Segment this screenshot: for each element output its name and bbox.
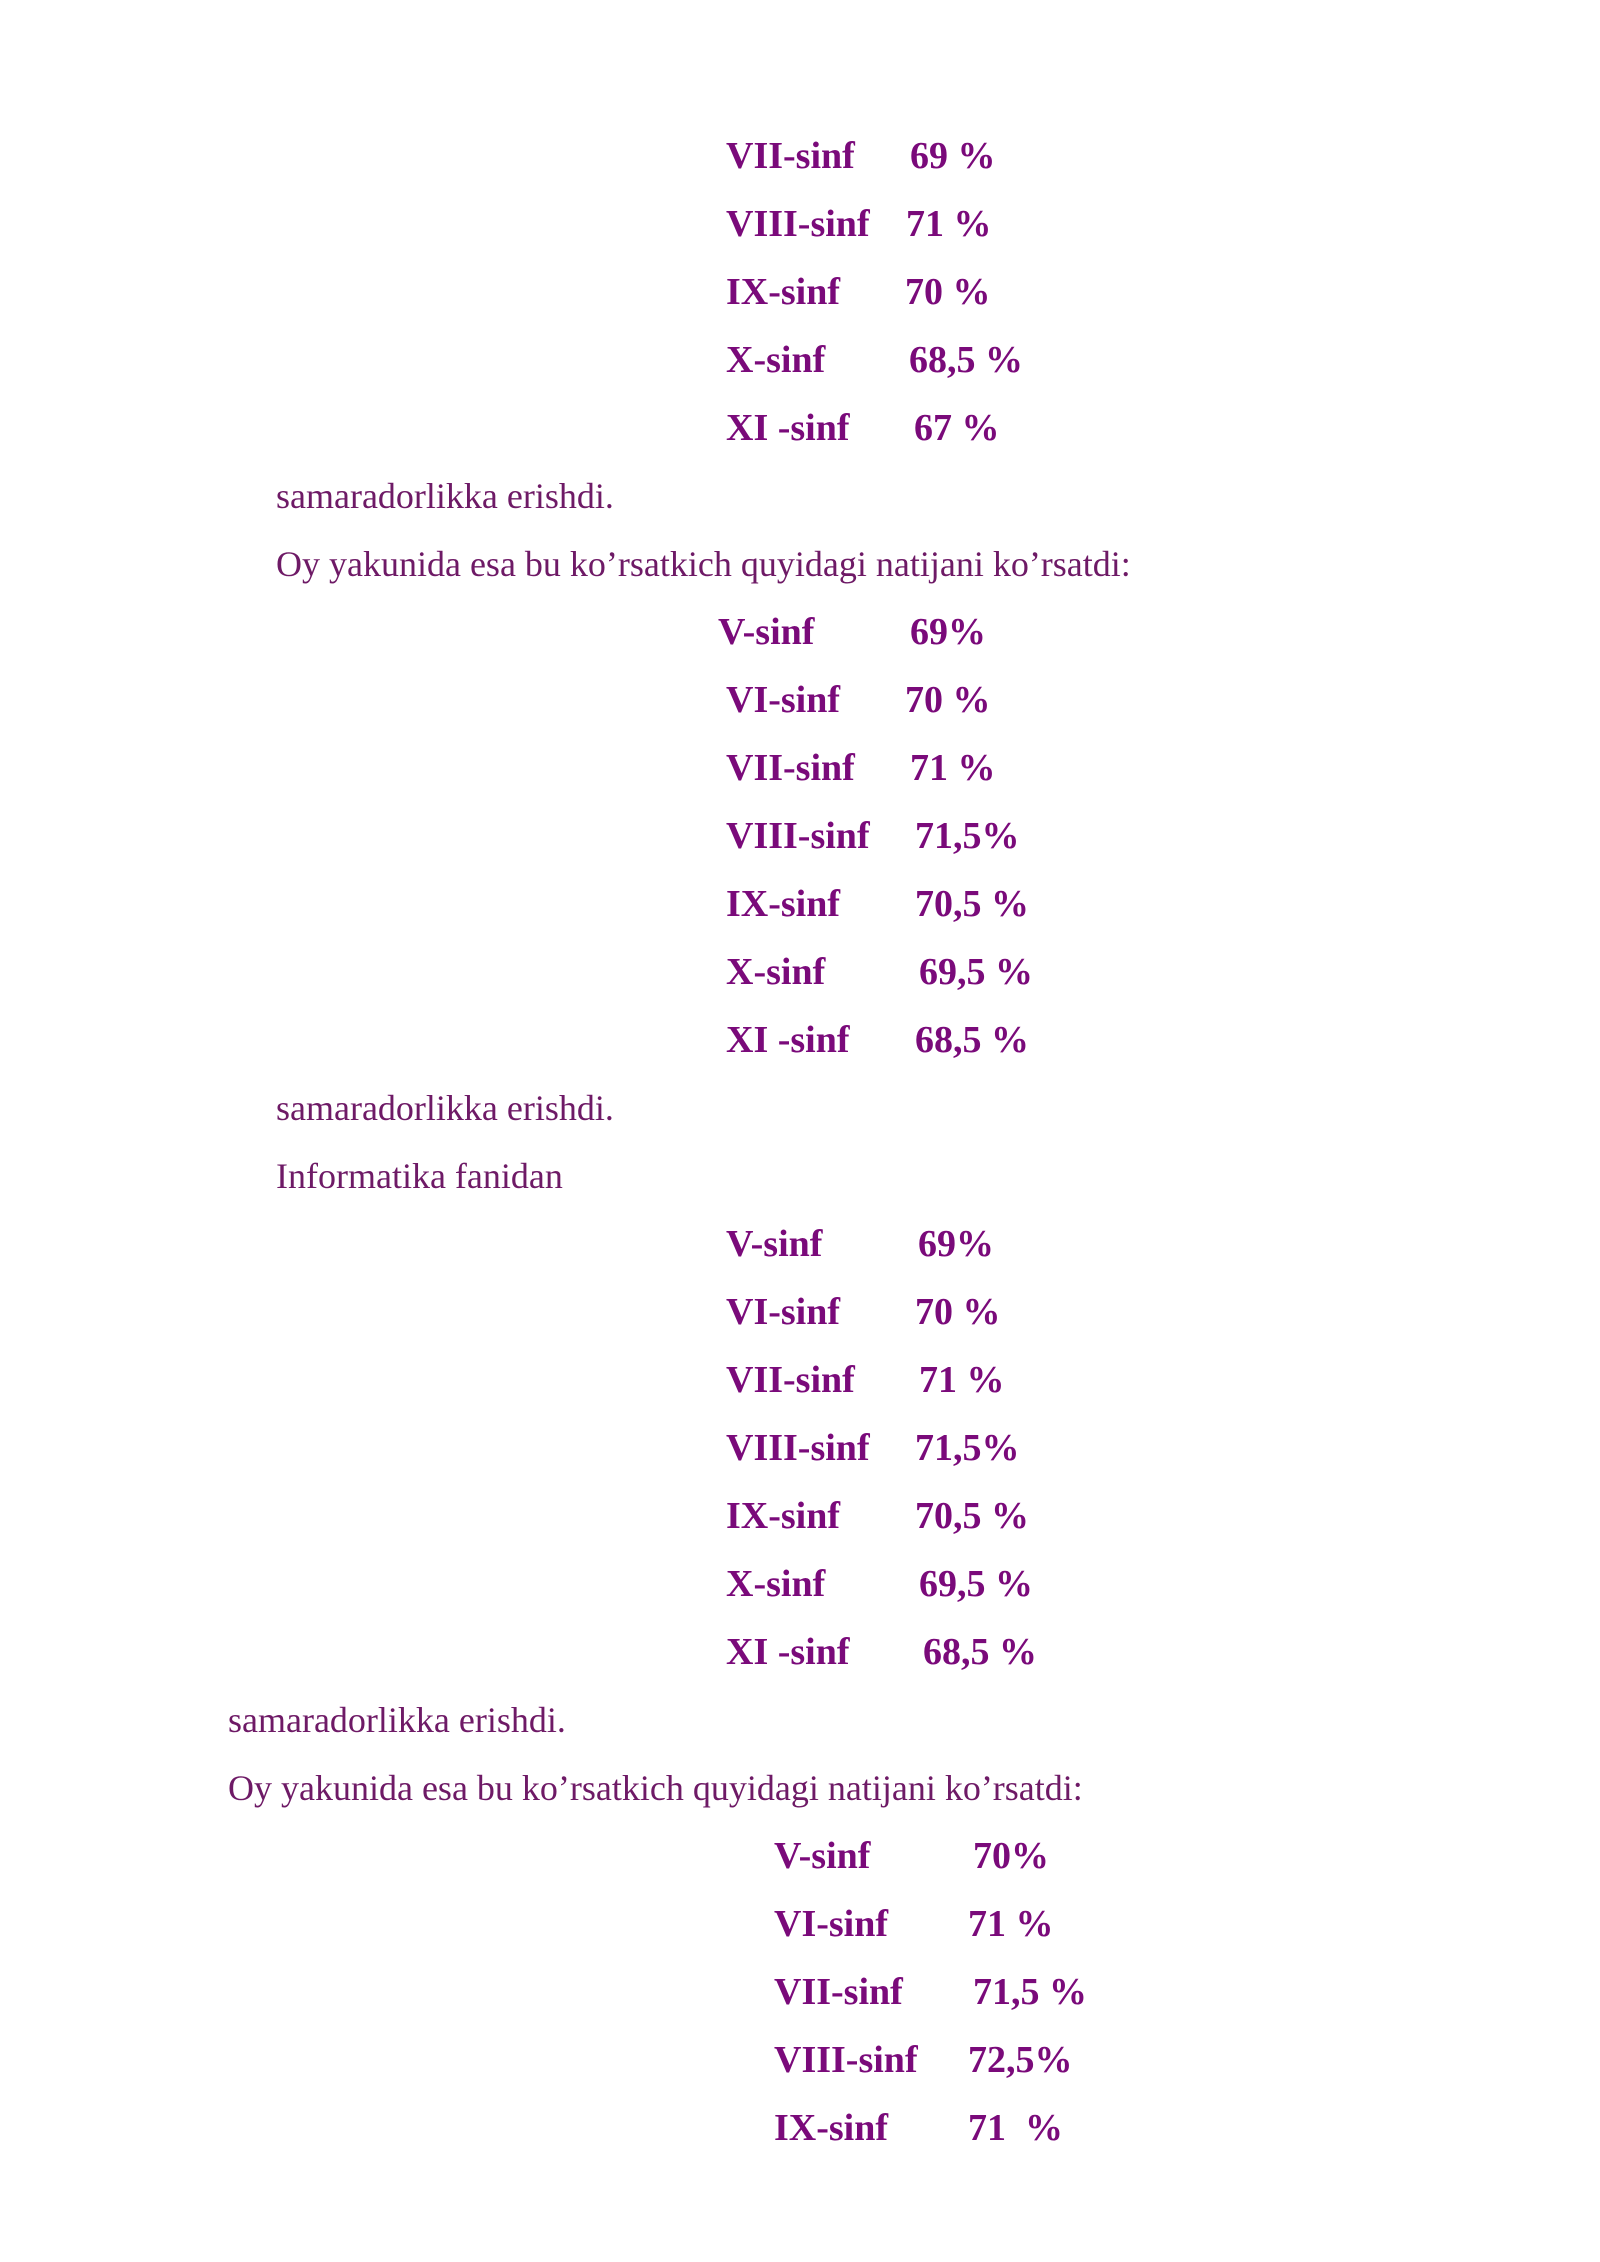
percent-value: 71,5 % [973, 1971, 1087, 2013]
percent-value: 71 % [968, 2107, 1063, 2149]
percent-value: 70,5 % [915, 1495, 1029, 1537]
percent-value: 69% [918, 1223, 994, 1265]
paragraph: samaradorlikka erishdi. [276, 476, 614, 516]
class-name: VI-sinf [774, 1903, 889, 1945]
percent-value: 70 % [905, 271, 991, 313]
class-name: XI -sinf [726, 407, 850, 449]
percent-value: 71,5% [915, 1427, 1020, 1469]
class-name: V-sinf [774, 1835, 871, 1877]
class-name: V-sinf [718, 611, 815, 653]
class-name: VIII-sinf [726, 815, 870, 857]
class-name: VIII-sinf [774, 2039, 918, 2081]
paragraph: Oy yakunida esa bu ko’rsatkich quyidagi natijani ko’rsatdi: [276, 544, 1131, 584]
class-name: X-sinf [726, 1563, 826, 1605]
class-name: IX-sinf [726, 1495, 841, 1537]
class-name: VI-sinf [726, 1291, 841, 1333]
paragraph: samaradorlikka erishdi. [228, 1700, 566, 1740]
paragraph: Oy yakunida esa bu ko’rsatkich quyidagi natijani ko’rsatdi: [228, 1768, 1083, 1808]
percent-value: 70% [973, 1835, 1049, 1877]
class-name: VII-sinf [726, 135, 855, 177]
class-name: VII-sinf [726, 1359, 855, 1401]
class-name: IX-sinf [774, 2107, 889, 2149]
class-name: VII-sinf [774, 1971, 903, 2013]
percent-value: 71 % [919, 1359, 1005, 1401]
percent-value: 71 % [968, 1903, 1054, 1945]
paragraph: samaradorlikka erishdi. [276, 1088, 614, 1128]
percent-value: 70 % [905, 679, 991, 721]
percent-value: 69% [910, 611, 986, 653]
percent-value: 70 % [915, 1291, 1001, 1333]
class-name: X-sinf [726, 951, 826, 993]
percent-value: 69,5 % [919, 1563, 1033, 1605]
class-name: V-sinf [726, 1223, 823, 1265]
percent-value: 68,5 % [923, 1631, 1037, 1673]
class-name: VIII-sinf [726, 1427, 870, 1469]
class-name: VII-sinf [726, 747, 855, 789]
class-name: XI -sinf [726, 1019, 850, 1061]
percent-value: 69,5 % [919, 951, 1033, 993]
paragraph: Informatika fanidan [276, 1156, 563, 1196]
class-name: VIII-sinf [726, 203, 870, 245]
class-name: X-sinf [726, 339, 826, 381]
percent-value: 70,5 % [915, 883, 1029, 925]
percent-value: 72,5% [968, 2039, 1073, 2081]
percent-value: 68,5 % [909, 339, 1023, 381]
class-name: IX-sinf [726, 271, 841, 313]
class-name: VI-sinf [726, 679, 841, 721]
percent-value: 69 % [910, 135, 996, 177]
percent-value: 67 % [914, 407, 1000, 449]
percent-value: 71,5% [915, 815, 1020, 857]
class-name: IX-sinf [726, 883, 841, 925]
percent-value: 68,5 % [915, 1019, 1029, 1061]
class-name: XI -sinf [726, 1631, 850, 1673]
percent-value: 71 % [910, 747, 996, 789]
percent-value: 71 % [906, 203, 992, 245]
